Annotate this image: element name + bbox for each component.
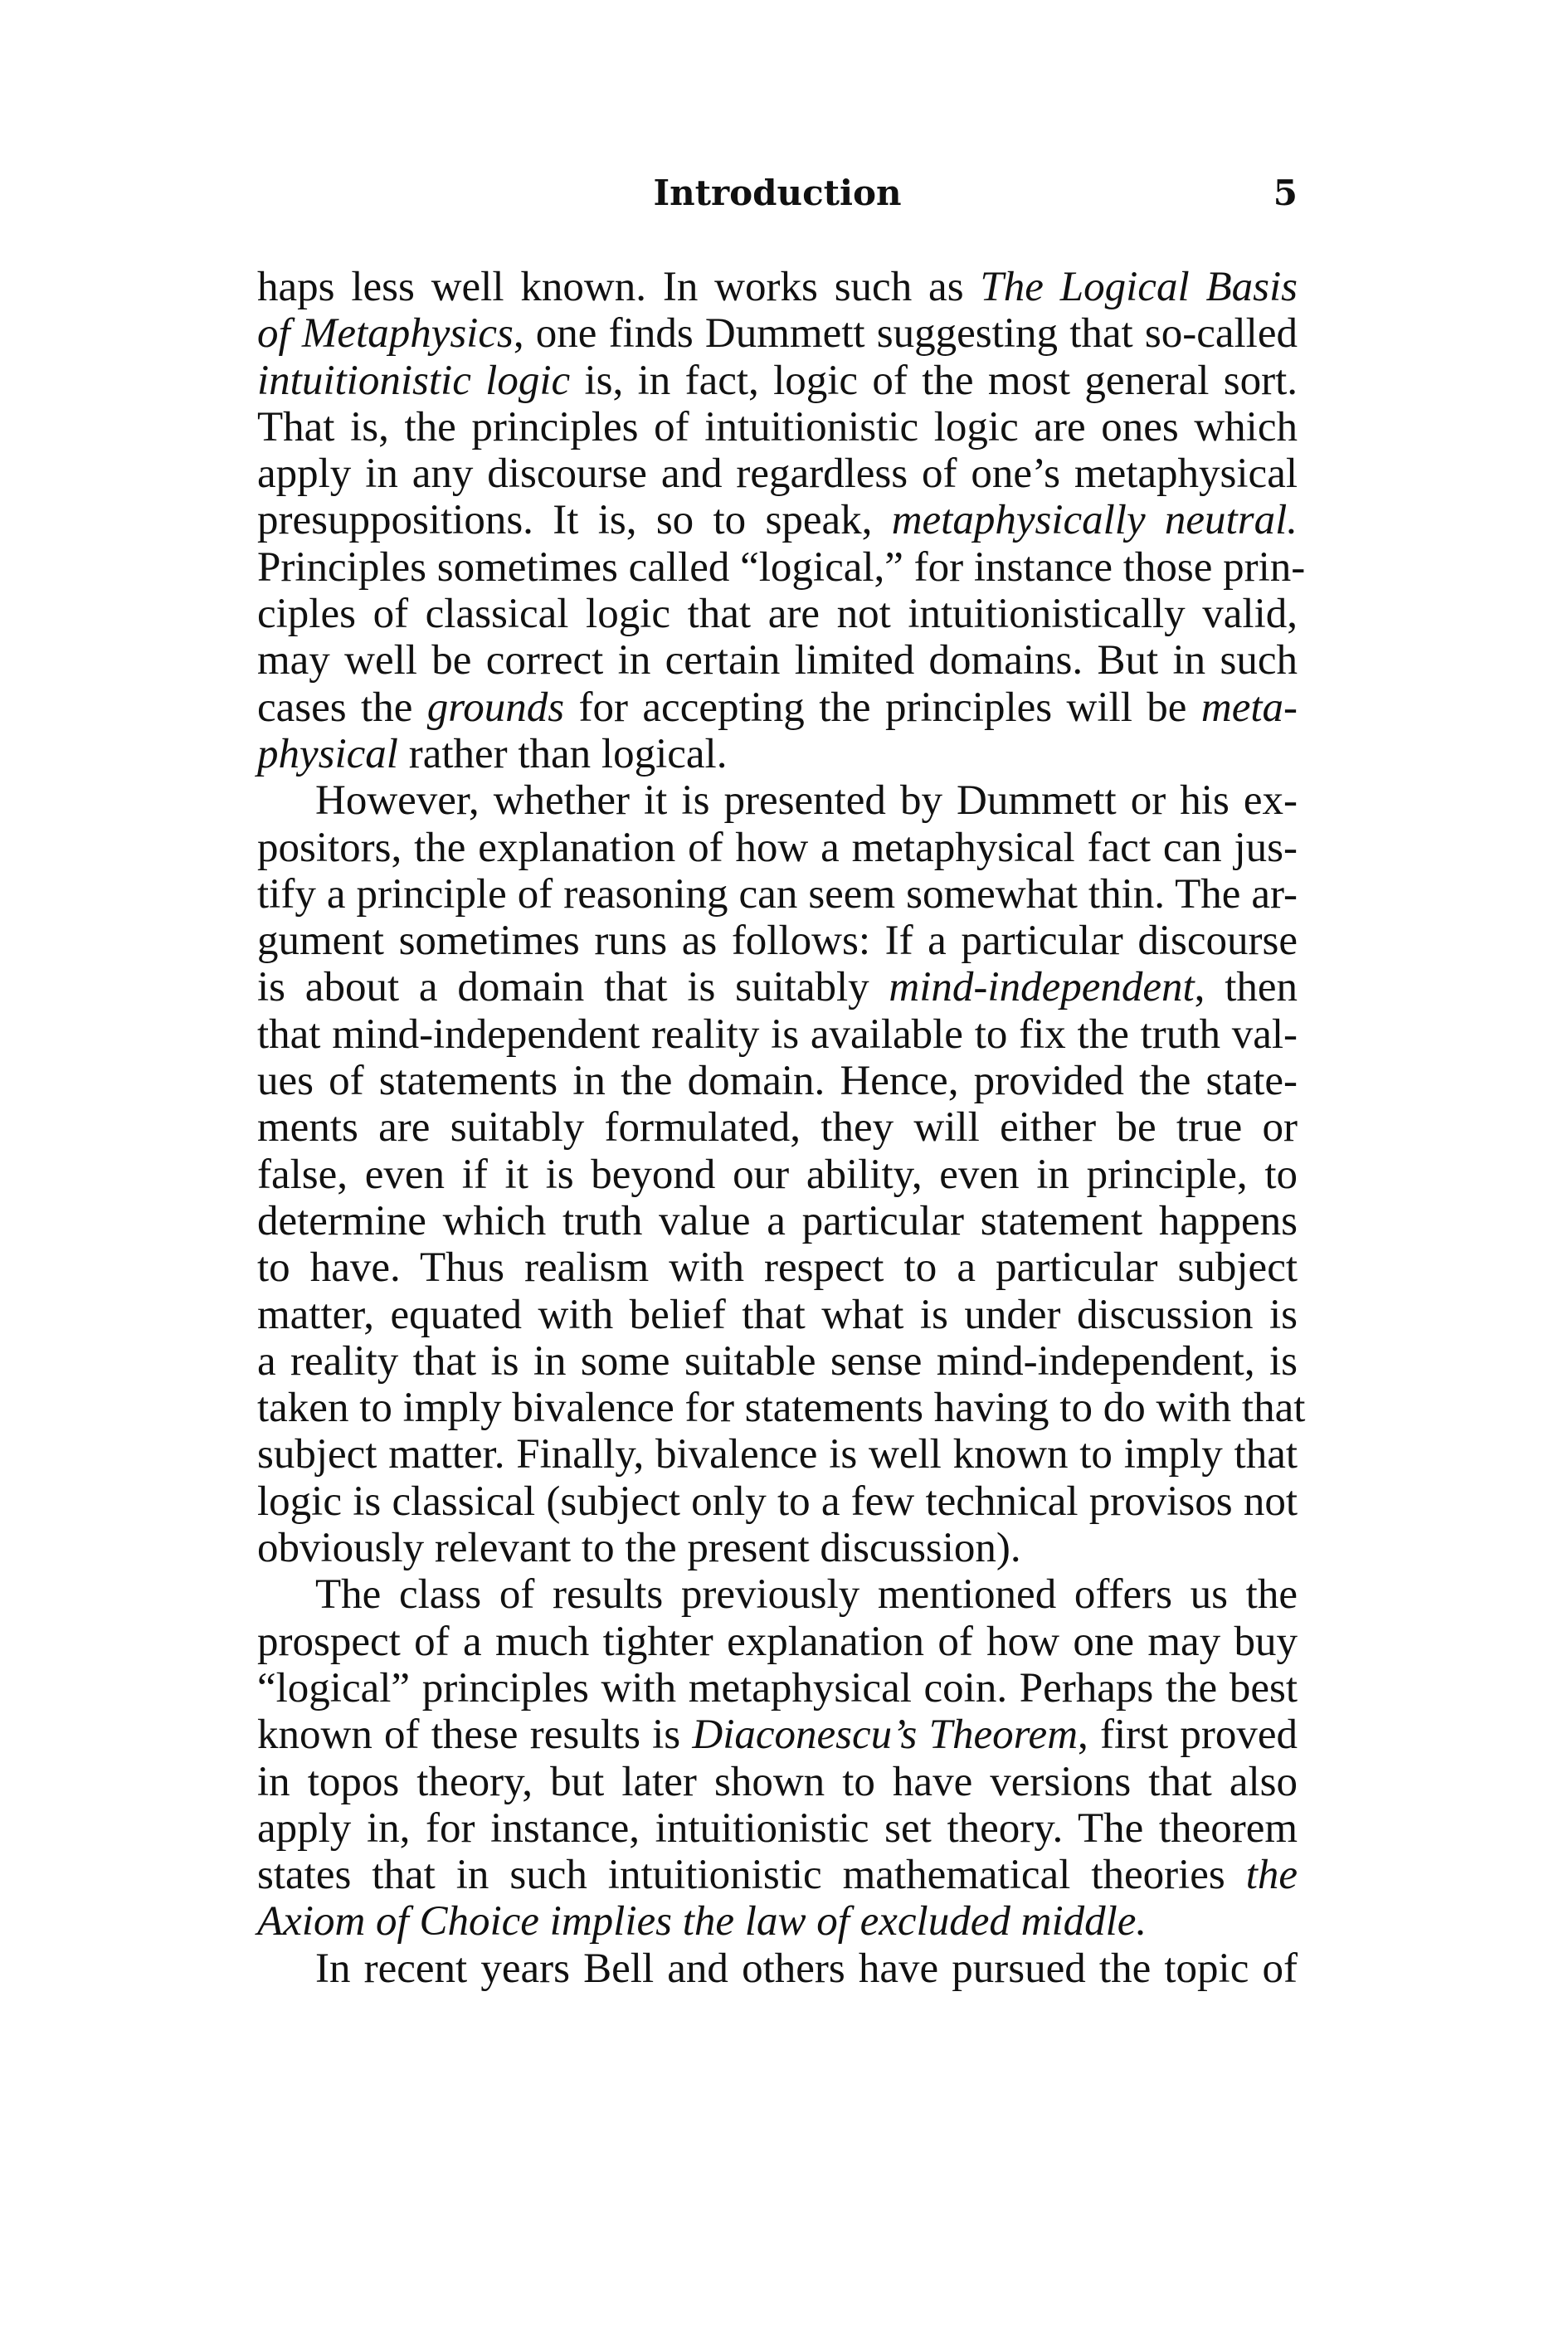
text-line xyxy=(257,1898,1298,1945)
text-line xyxy=(257,1712,1298,1758)
text-line xyxy=(257,1104,1298,1151)
text-line xyxy=(257,497,1298,543)
text-line xyxy=(257,404,1298,450)
italic-text: intuitionistic logic xyxy=(257,357,571,404)
text-line xyxy=(257,1244,1298,1291)
text-run: logic is classical (subject only to a few technical provisos not xyxy=(257,1478,1298,1525)
text-line xyxy=(257,1945,1298,1992)
text-run: prospect of a much tighter explanation of how one may buy xyxy=(257,1618,1298,1665)
text-run: for accepting the principles will be xyxy=(564,684,1201,731)
text-line xyxy=(257,591,1298,637)
text-line xyxy=(257,825,1298,871)
text-line xyxy=(257,1338,1298,1385)
text-line xyxy=(257,1525,1298,1571)
italic-text: grounds xyxy=(426,684,565,731)
text-line xyxy=(257,1571,1298,1618)
text-run: apply in, for instance, intuitionistic set theory. The theorem xyxy=(257,1804,1298,1852)
text-run: to have. Thus realism with respect to a particular subject xyxy=(257,1244,1298,1292)
text-run: ciples of classical logic that are not intuitionistically valid, xyxy=(257,591,1298,638)
body-text xyxy=(257,264,1306,1992)
text-run: , one finds Dummett suggesting that so-called xyxy=(513,310,1298,358)
text-line xyxy=(257,264,1298,310)
text-line xyxy=(257,1478,1298,1525)
italic-text: The Logical Basis xyxy=(980,264,1298,310)
italic-text: mind-independent xyxy=(889,964,1195,1011)
text-run: that mind-independent reality is available to fix the truth val- xyxy=(257,1010,1298,1058)
text-run: apply in any discourse and regardless of one’s metaphysical xyxy=(257,450,1298,498)
running-head-title: Introduction xyxy=(653,173,902,213)
text-line xyxy=(257,964,1298,1010)
text-line xyxy=(257,777,1298,824)
text-run: However, whether it is presented by Dummett or his ex- xyxy=(315,777,1298,825)
text-line xyxy=(257,1198,1298,1244)
italic-text: physical xyxy=(257,730,398,777)
text-run: Principles sometimes called “logical,” for instance those prin- xyxy=(257,543,1306,591)
text-line xyxy=(257,871,1298,918)
text-run: presuppositions. It is, so to speak, xyxy=(257,497,892,544)
text-run: matter, equated with belief that what is under discussion is xyxy=(257,1291,1298,1338)
text-line xyxy=(257,1619,1298,1665)
text-line xyxy=(257,637,1298,684)
text-run: rather than logical. xyxy=(397,730,728,777)
text-run: may well be correct in certain limited domains. But in such xyxy=(257,637,1298,684)
text-run: In recent years Bell and others have pursued the topic of xyxy=(315,1945,1298,1992)
text-line xyxy=(257,1058,1298,1104)
text-run: tify a principle of reasoning can seem somewhat thin. The ar- xyxy=(257,870,1298,918)
text-line xyxy=(257,543,1306,591)
text-run: cases the xyxy=(257,684,427,731)
text-run: is about a domain that is suitably xyxy=(257,964,889,1011)
text-line xyxy=(257,1152,1298,1198)
text-run: The class of results previously mentioned offers us the xyxy=(315,1571,1298,1619)
text-line xyxy=(257,684,1298,731)
text-run: is, in fact, logic of the most general sort. xyxy=(570,357,1298,404)
italic-text: meta- xyxy=(1200,684,1298,731)
text-line xyxy=(257,358,1298,404)
text-line xyxy=(257,310,1298,357)
text-line xyxy=(257,450,1298,497)
page-number: 5 xyxy=(1273,173,1298,213)
text-run: haps less well known. In works such as xyxy=(257,264,981,310)
text-run: gument sometimes runs as follows: If a particular discourse xyxy=(257,918,1298,965)
text-run: known of these results is xyxy=(257,1712,693,1759)
running-head xyxy=(257,164,1298,222)
text-line xyxy=(257,1665,1298,1712)
text-run: , first proved xyxy=(1078,1712,1298,1759)
italic-text: the xyxy=(1245,1852,1298,1899)
text-run: , then xyxy=(1194,964,1298,1011)
text-run: in topos theory, but later shown to have versions that also xyxy=(257,1758,1298,1805)
text-run: ments are suitably formulated, they will either be true or xyxy=(257,1104,1298,1152)
text-run: positors, the explanation of how a metaphysical fact can jus- xyxy=(257,824,1298,871)
text-run: false, even if it is beyond our ability, even in principle, to xyxy=(257,1151,1298,1198)
text-run: states that in such intuitionistic mathematical theories xyxy=(257,1852,1246,1899)
italic-text: Axiom of Choice implies the law of excluded middle. xyxy=(257,1898,1147,1945)
text-line xyxy=(257,731,1298,777)
italic-text: Diaconescu’s Theorem xyxy=(692,1712,1079,1759)
italic-text: metaphysically neutral. xyxy=(891,497,1298,544)
text-run: That is, the principles of intuitionistic logic are ones which xyxy=(257,403,1298,450)
text-run: taken to imply bivalence for statements having to do with that xyxy=(257,1385,1306,1432)
text-line xyxy=(257,1759,1298,1805)
text-line xyxy=(257,1292,1298,1338)
text-line xyxy=(257,1385,1306,1432)
text-run: ues of statements in the domain. Hence, provided the state- xyxy=(257,1058,1298,1105)
text-run: obviously relevant to the present discussion). xyxy=(257,1525,1021,1572)
text-line xyxy=(257,1431,1298,1478)
italic-text: of Metaphysics xyxy=(257,310,514,358)
text-run: a reality that is in some suitable sense mind-independent, is xyxy=(257,1337,1298,1385)
text-line xyxy=(257,918,1298,964)
text-line xyxy=(257,1805,1298,1852)
text-line xyxy=(257,1011,1298,1058)
text-run: determine which truth value a particular statement happens xyxy=(257,1197,1298,1244)
text-run: subject matter. Finally, bivalence is well known to imply that xyxy=(257,1431,1298,1478)
text-line xyxy=(257,1852,1298,1898)
text-run: “logical” principles with metaphysical coin. Perhaps the best xyxy=(257,1664,1298,1712)
